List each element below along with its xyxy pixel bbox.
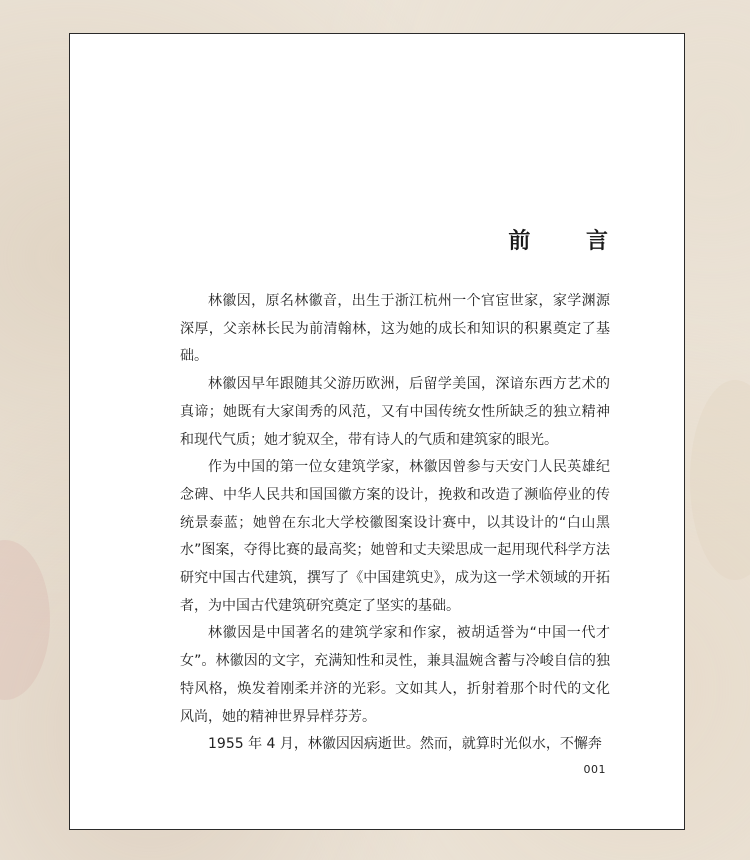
book-page [69, 33, 685, 830]
body-text [180, 288, 610, 759]
paragraph: 林徽因早年跟随其父游历欧洲，后留学美国，深谙东西方艺术的真谛；她既有大家闺秀的风范，又有中国传统女性所缺乏的独立精神和现代气质；她才貌双全，带有诗人的气质和建筑家的眼光。 [180, 376, 610, 448]
page-title: 前 言 [508, 228, 632, 254]
paragraph: 1955 年 4 月，林徽因因病逝世。然而，就算时光似水，不懈奔 [208, 736, 602, 753]
paragraph: 林徽因，原名林徽音，出生于浙江杭州一个官宦世家，家学渊源深厚，父亲林长民为前清翰林，这为她的成长和知识的积累奠定了基础。 [180, 293, 610, 365]
paper-stain [0, 540, 50, 700]
paper-stain [690, 380, 750, 580]
page-number: 001 [583, 763, 606, 776]
paragraph: 作为中国的第一位女建筑学家，林徽因曾参与天安门人民英雄纪念碑、中华人民共和国国徽方案的设计，挽救和改造了濒临停业的传统景泰蓝；她曾在东北大学校徽图案设计赛中，以其设计的“白山黑水”图案，夺得比赛的最高奖；她曾和丈夫梁思成一起用现代科学方法研究中国古代建筑，撰写了《中国建筑史》，成为这一学术领域的开拓者，为中国古代建筑研究奠定了坚实的基础。 [180, 459, 610, 614]
paragraph: 林徽因是中国著名的建筑学家和作家，被胡适誉为“中国一代才女”。林徽因的文字，充满知性和灵性，兼具温婉含蓄与冷峻自信的独特风格，焕发着刚柔并济的光彩。文如其人，折射着那个时代的文化风尚，她的精神世界异样芬芳。 [180, 625, 610, 725]
